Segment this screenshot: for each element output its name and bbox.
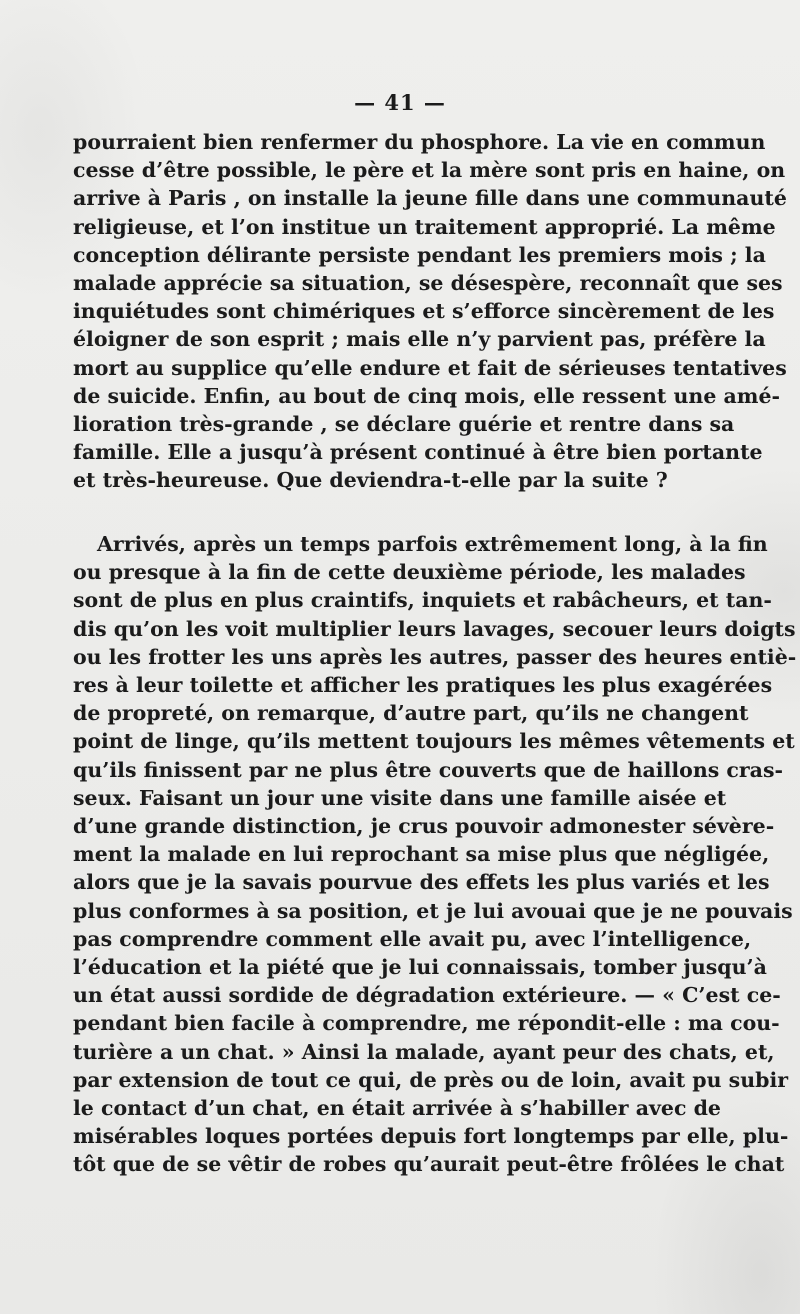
text-line: dis qu’on les voit multiplier leurs lavages, secouer leurs doigts <box>73 616 796 641</box>
text-line: pas comprendre comment elle avait pu, avec l’intelligence, <box>73 926 752 951</box>
text-line: seux. Faisant un jour une visite dans une famille aisée et <box>73 785 727 810</box>
paragraph-2 <box>73 530 797 1179</box>
text-line: pourraient bien renfermer du phosphore. La vie en commun <box>73 130 766 154</box>
text-line: conception délirante persiste pendant les premiers mois ; la <box>73 242 766 267</box>
text-line: ou presque à la fin de cette deuxième période, les malades <box>73 560 746 585</box>
text-line: lioration très-grande , se déclare guérie et rentre dans sa <box>73 412 735 437</box>
paragraph-1 <box>73 128 787 495</box>
text-line: sont de plus en plus craintifs, inquiets et rabâcheurs, et tan- <box>73 588 772 613</box>
text-line: famille. Elle a jusqu’à présent continué à être bien portante <box>73 440 763 465</box>
text-line: éloigner de son esprit ; mais elle n’y parvient pas, préfère la <box>73 327 766 352</box>
text-line: de propreté, on remarque, d’autre part, qu’ils ne changent <box>73 701 749 726</box>
text-line: point de linge, qu’ils mettent toujours les mêmes vêtements et <box>73 729 795 754</box>
text-line: et très-heureuse. Que deviendra-t-elle par la suite ? <box>73 468 668 493</box>
text-line: turière a un chat. » Ainsi la malade, ayant peur des chats, et, <box>73 1039 775 1064</box>
text-line: par extension de tout ce qui, de près ou de loin, avait pu subir <box>73 1067 789 1092</box>
text-line: res à leur toilette et afficher les pratiques les plus exagérées <box>73 673 773 698</box>
text-line: pendant bien facile à comprendre, me répondit-elle : ma cou- <box>73 1011 780 1036</box>
text-line: plus conformes à sa position, et je lui avouai que je ne pouvais <box>73 898 793 923</box>
text-line: ment la malade en lui reprochant sa mise plus que négligée, <box>73 842 770 867</box>
text-line: l’éducation et la piété que je lui connaissais, tomber jusqu’à <box>73 955 767 980</box>
text-line: un état aussi sordide de dégradation extérieure. — « C’est ce- <box>73 983 781 1008</box>
text-line: ou les frotter les uns après les autres, passer des heures entiè- <box>73 644 797 669</box>
text-line: qu’ils finissent par ne plus être couverts que de haillons cras- <box>73 757 784 782</box>
text-line: inquiétudes sont chimériques et s’efforce sincèrement de les <box>73 299 775 324</box>
text-line: misérables loques portées depuis fort longtemps par elle, plu- <box>73 1124 789 1149</box>
text-line: alors que je la savais pourvue des effets les plus variés et les <box>73 870 770 895</box>
text-line: tôt que de se vêtir de robes qu’aurait peut-être frôlées le chat <box>73 1152 785 1177</box>
text-line: de suicide. Enfin, au bout de cinq mois, elle ressent une amé- <box>73 383 781 408</box>
page-number: — 41 — <box>354 90 446 115</box>
text-line: malade apprécie sa situation, se désespère, reconnaît que ses <box>73 271 783 296</box>
text-line: d’une grande distinction, je crus pouvoir admonester sévère- <box>73 814 775 839</box>
text-line: mort au supplice qu’elle endure et fait de sérieuses tentatives <box>73 355 787 380</box>
text-line: religieuse, et l’on institue un traitement approprié. La même <box>73 214 776 239</box>
text-line: arrive à Paris , on installe la jeune fille dans une communauté <box>73 186 787 211</box>
text-line: Arrivés, après un temps parfois extrêmement long, à la fin <box>97 532 768 556</box>
text-line: cesse d’être possible, le père et la mère sont pris en haine, on <box>73 158 786 183</box>
text-line: le contact d’un chat, en était arrivée à s’habiller avec de <box>73 1096 721 1121</box>
